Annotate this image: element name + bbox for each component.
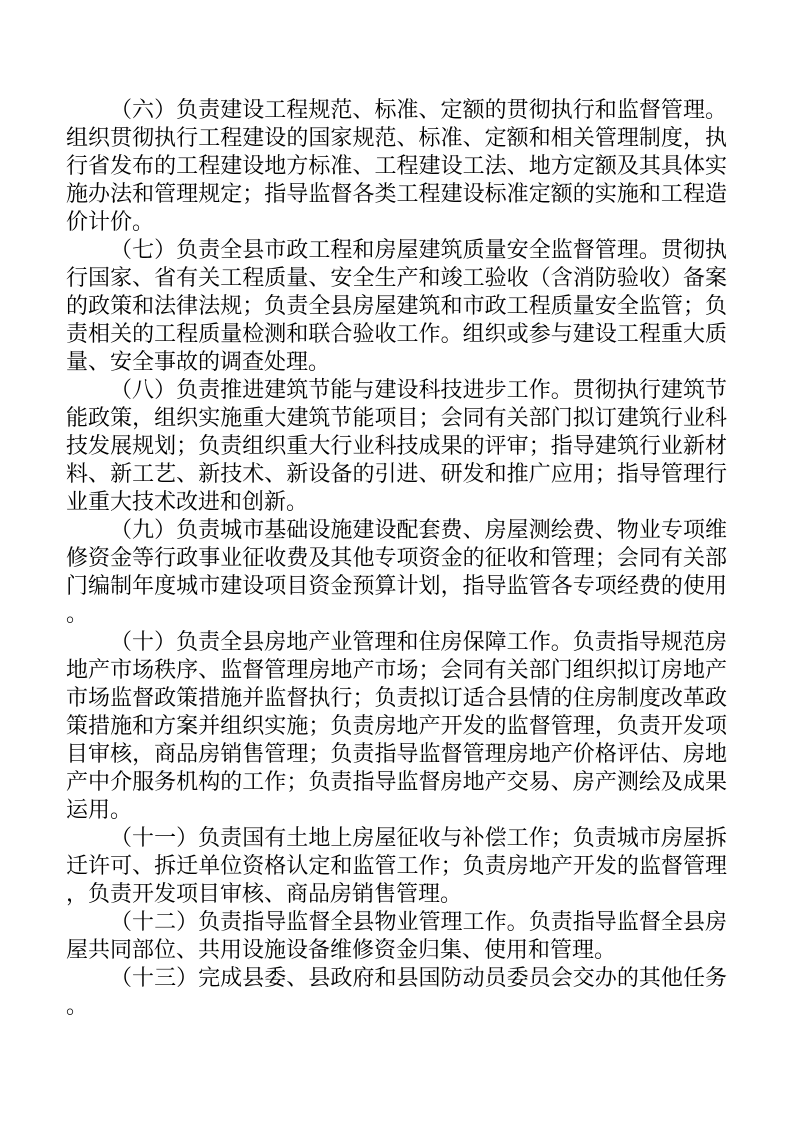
paragraph-item-12: （十二）负责指导监督全县物业管理工作。负责指导监督全县房屋共同部位、共用设施设备维修资金归集、使用和管理。 (66, 909, 727, 962)
paragraph-item-8: （八）负责推进建筑节能与建设科技进步工作。贯彻执行建筑节能政策，组织实施重大建筑节能项目；会同有关部门拟订建筑行业科技发展规划；负责组织重大行业科技成果的评审；指导建筑行业新材料、新工艺、新技术、新设备的引进、研发和推广应用；指导管理行业重大技术改进和创新。 (66, 377, 727, 514)
paragraph-item-13: （十三）完成县委、县政府和县国防动员委员会交办的其他任务。 (66, 965, 727, 1018)
paragraph-item-11: （十一）负责国有土地上房屋征收与补偿工作；负责城市房屋拆迁许可、拆迁单位资格认定和监管工作；负责房地产开发的监督管理，负责开发项目审核、商品房销售管理。 (66, 825, 727, 906)
paragraph-item-7: （七）负责全县市政工程和房屋建筑质量安全监督管理。贯彻执行国家、省有关工程质量、安全生产和竣工验收（含消防验收）备案的政策和法律法规；负责全县房屋建筑和市政工程质量安全监管；负责相关的工程质量检测和联合验收工作。组织或参与建设工程重大质量、安全事故的调查处理。 (66, 237, 727, 374)
paragraph-item-9: （九）负责城市基础设施建设配套费、房屋测绘费、物业专项维修资金等行政事业征收费及其他专项资金的征收和管理；会同有关部门编制年度城市建设项目资金预算计划，指导监管各专项经费的使用。 (66, 517, 727, 626)
paragraph-item-10: （十）负责全县房地产业管理和住房保障工作。负责指导规范房地产市场秩序、监督管理房地产市场；会同有关部门组织拟订房地产市场监督政策措施并监督执行；负责拟订适合县情的住房制度改革政策措施和方案并组织实施；负责房地产开发的监督管理，负责开发项目审核，商品房销售管理；负责指导监督管理房地产价格评估、房地产中介服务机构的工作；负责指导监督房地产交易、房产测绘及成果运用。 (66, 629, 727, 822)
paragraph-item-6: （六）负责建设工程规范、标准、定额的贯彻执行和监督管理。组织贯彻执行工程建设的国家规范、标准、定额和相关管理制度，执行省发布的工程建设地方标准、工程建设工法、地方定额及其具体实施办法和管理规定；指导监督各类工程建设标准定额的实施和工程造价计价。 (66, 97, 727, 234)
